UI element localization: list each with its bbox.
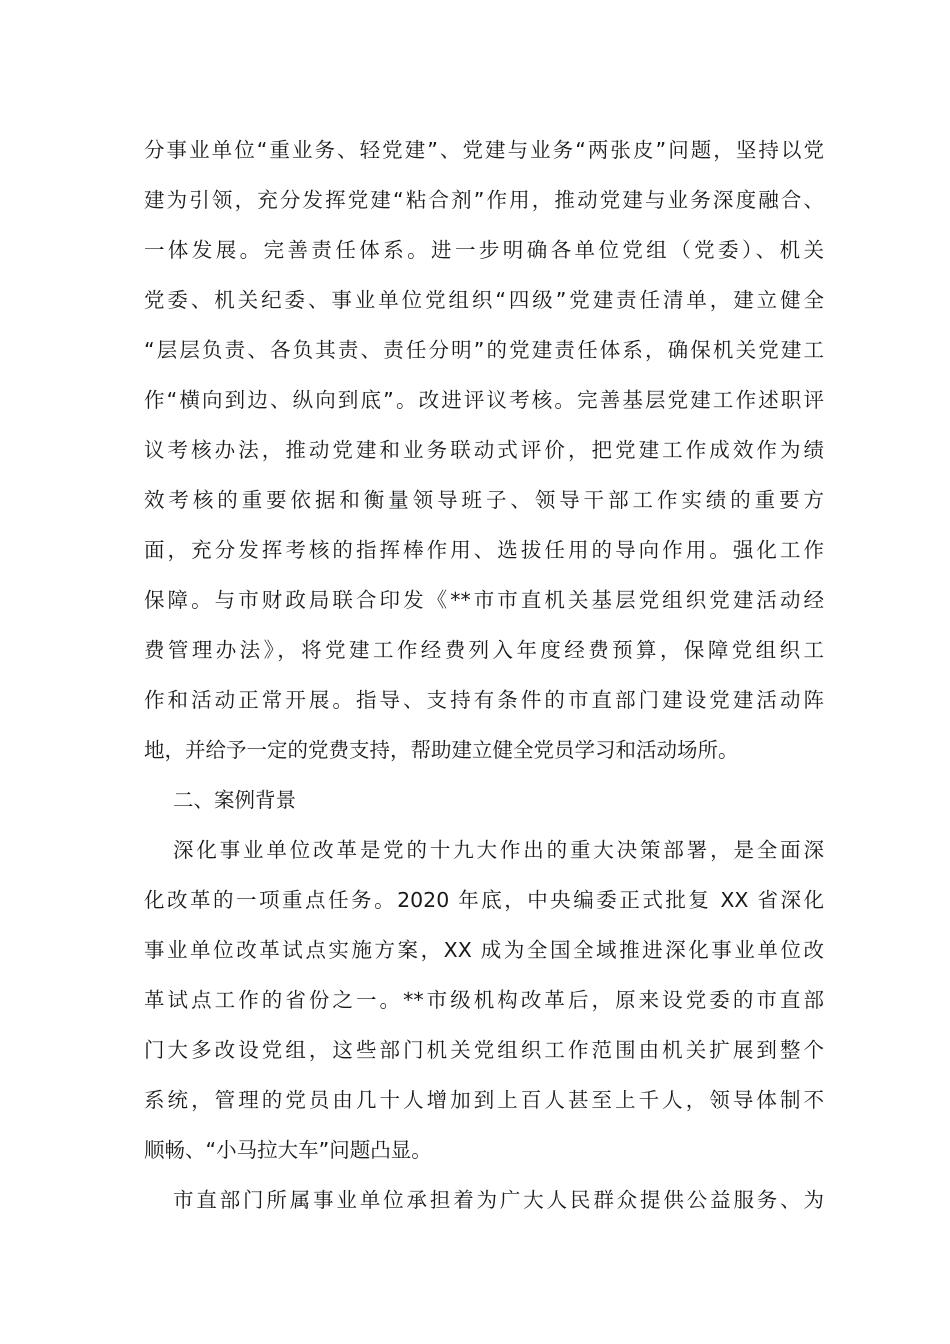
text-line: 作和活动正常开展。指导、支持有条件的市直部门建设党建活动阵 bbox=[144, 688, 824, 712]
text-line: 作“横向到边、纵向到底”。改进评议考核。完善基层党建工作述职评 bbox=[144, 388, 824, 412]
text-line: 顺畅、“小马拉大车”问题凸显。 bbox=[144, 1138, 432, 1162]
text-line: 深化事业单位改革是党的十九大作出的重大决策部署，是全面深 bbox=[173, 838, 824, 862]
text-line: 地，并给予一定的党费支持，帮助建立健全党员学习和活动场所。 bbox=[144, 738, 739, 762]
text-line: 门大多改设党组，这些部门机关党组织工作范围由机关扩展到整个 bbox=[144, 1038, 824, 1062]
text-line: 效考核的重要依据和衡量领导班子、领导干部工作实绩的重要方 bbox=[144, 488, 824, 512]
text-line: 建为引领，充分发挥党建“粘合剂”作用，推动党建与业务深度融合、 bbox=[144, 188, 824, 212]
text-line: 革试点工作的省份之一。**市级机构改革后，原来设党委的市直部 bbox=[144, 988, 824, 1012]
text-line: 系统，管理的党员由几十人增加到上百人甚至上千人，领导体制不 bbox=[144, 1088, 824, 1112]
text-line: 保障。与市财政局联合印发《**市市直机关基层党组织党建活动经 bbox=[144, 588, 824, 612]
text-line: 市直部门所属事业单位承担着为广大人民群众提供公益服务、为 bbox=[173, 1188, 824, 1212]
text-line: 议考核办法，推动党建和业务联动式评价，把党建工作成效作为绩 bbox=[144, 438, 824, 462]
text-line: 费管理办法》，将党建工作经费列入年度经费预算，保障党组织工 bbox=[144, 638, 824, 662]
text-line: 事业单位改革试点实施方案，XX 成为全国全域推进深化事业单位改 bbox=[144, 938, 824, 962]
section-heading: 二、案例背景 bbox=[173, 788, 296, 812]
text-line: 党委、机关纪委、事业单位党组织“四级”党建责任清单，建立健全 bbox=[144, 288, 824, 312]
text-line: 化改革的一项重点任务。2020 年底，中央编委正式批复 XX 省深化 bbox=[144, 888, 824, 912]
text-line: 面，充分发挥考核的指挥棒作用、选拔任用的导向作用。强化工作 bbox=[144, 538, 824, 562]
text-line: “层层负责、各负其责、责任分明”的党建责任体系，确保机关党建工 bbox=[144, 338, 824, 362]
text-line: 一体发展。完善责任体系。进一步明确各单位党组（党委）、机关 bbox=[144, 238, 824, 262]
text-line: 分事业单位“重业务、轻党建”、党建与业务“两张皮”问题，坚持以党 bbox=[144, 138, 824, 162]
